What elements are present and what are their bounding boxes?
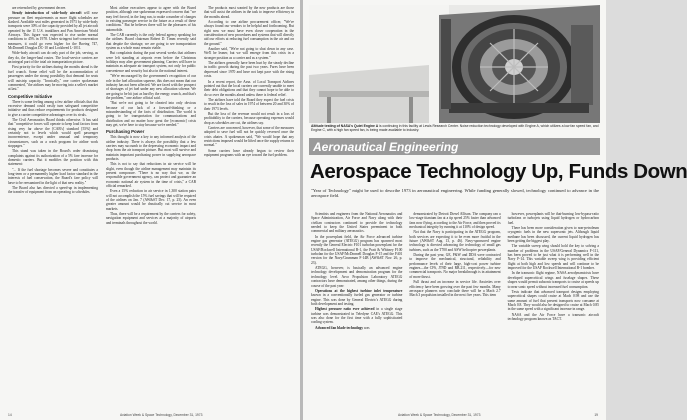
paragraph-text: The products most wanted by the new products are those that will assist the airlines in the task to improve efficiency in the months ahead. <box>204 6 294 19</box>
paragraph <box>8 118 98 148</box>
paragraph <box>8 65 98 91</box>
paragraph <box>8 186 98 195</box>
paragraph <box>508 226 599 243</box>
paragraph-text: This stand was taken in the Board's order dismissing complaints against its authorization of a 5% fare increase for domestic carriers. But it modifies the position with this statement: <box>8 149 98 167</box>
paragraph-text: however, powerplants will be that-burning low-bypass-ratio turbofans or turbojets using liquid hydrogen or hydrocarbon fuel. <box>507 212 599 225</box>
right-column-2 <box>409 212 500 410</box>
paragraph <box>204 126 294 148</box>
paragraph <box>311 235 402 265</box>
paragraph-text: Not that the Navy is participating in the ATEGG program, both services are expecting it to be even more fruitful in the future (AW&ST Aug. 13, p. 46). Navy-sponsored engine technology is directed advancing the technology of small gas turbines, such as the T700 and ASW helicopter powerplants. <box>409 230 501 252</box>
paragraph <box>311 212 402 234</box>
paragraph <box>311 326 402 330</box>
paragraph-text: There is some feeling among a few airline officials that this excessive demand could easily turn safeguard competitive initiative and thus reduce requirements for products designed to give a carrier competitive advantages over its rivals. <box>8 99 98 117</box>
photo-caption-lead: Altitude testing of NASA's Quiet Engine A <box>311 124 379 128</box>
paragraph <box>311 266 402 288</box>
paragraph-text: The Board also has directed a speed-up in implementing the transfer of equipment from an operating to schedules. <box>8 186 98 195</box>
article-headline: Aerospace Technology Up, Funds Down <box>310 160 687 183</box>
paragraph <box>204 6 294 19</box>
paragraph-text: Carriers are concerned, however, that some of the measures adopted to save fuel will not be quickly reversed once the crisis abates. A spokesman said, "We would hope that any restrictions imposed would be lifted once the supply returns to normal." <box>204 125 294 148</box>
paragraph <box>311 307 402 324</box>
subhead: Competitive Initiative <box>8 93 53 99</box>
section-title: Aeronautical Engineering <box>313 139 459 154</box>
paragraph <box>106 6 196 32</box>
paragraph <box>204 80 294 97</box>
paragraph <box>409 230 500 252</box>
article-lede: "Year of Technology" might be used to describe 1973 in aeronautical engineering. While funding generally slowed, technology continued to advance in the aerospace field. <box>311 188 599 199</box>
paragraph <box>8 11 98 50</box>
paragraph-lead: Steady introduction of wide-body aircraft <box>12 11 82 16</box>
right-column-1 <box>311 212 402 410</box>
paragraph-text: Some carriers have already begun to review their equipment programs with an eye toward the fuel problem. <box>204 148 294 157</box>
section-banner <box>309 138 600 155</box>
paragraph-text: Another said, "We're not going to shut down in any case. We'll be leaner, but we will emerge from this crisis in a stronger position as a carrier and as a system." <box>204 47 294 60</box>
paragraph-text: The airlines have told the Board they expect the fuel crisis to result in the loss of sales in 1974 of between 20 and 30% of their 1973 levels. <box>204 97 294 111</box>
paragraph <box>508 244 599 270</box>
paragraph <box>106 101 196 127</box>
page-number-left: 14 <box>8 413 12 417</box>
paragraph-text: ATEGG, however, is basically an advanced engine technology development and demonstration program for the technology level. Avco Propulsion Laboratory ATEGG contractors have demonstrated, among other things, during the course of the past year: <box>311 266 403 288</box>
paragraph <box>106 135 196 161</box>
left-page <box>0 0 300 420</box>
paragraph-text: There has been more consideration given to non-petroleum cryogenic fuels in the new supersonic jets. Although liquid methane has been discussed, the current liquid hydrogen has been getting the biggest play. <box>507 226 599 244</box>
paragraph-text: The CAB currently is the only federal agency speaking for the airlines. Board chairman Robert D. Timm recently said that despite the shortage, we are going to see transportation system as a whole must remain viable. <box>106 33 196 51</box>
paragraph <box>106 162 196 188</box>
paragraph-lead: Advanced fan blade technology <box>315 325 364 330</box>
paragraph <box>204 112 294 125</box>
paragraph-text: During the past year, GE, P&W and DDA were contracted to improve the mechanical, structural, reliability and performance levels of their large, high-cost power turbine engines—the CF6, JT9D and RB.211, respectively—for new commercial transports. No major breakthrough is in attainment of more thrust. <box>409 253 501 279</box>
paragraph-text: "... If the fuel shortage becomes severe and constitutes a long-term or a permanently higher load factor standard in the interests of fuel conservation, the Board's fare policy will have to be reexamined in the light of that new reality." <box>8 167 98 185</box>
paragraph-text: Wide-body aircraft can do only part of the job, serving, as they do, the longer-haul routes. The local-service carriers are an integral part of the total air transportation picture. <box>8 51 98 65</box>
paragraph-text: This is not to say that reductions in air service will be slight, even though the airline management may maintain its present composure. "There is no way that we, as the responsible government agency, can protect and guarantee an economic national air system in the time of crisis," a CAB official remarked. <box>106 162 196 189</box>
paragraph-text: will ease pressure on fleet requirements as more flight schedules are slashed. Available seat miles generated in 1973 by wide-body transports were 30% of the capacity provided by all jet aircraft operated by the 11 U.S. trunklines and Pan American World Airways. This figure was expected to rise under normal conditions to 45% in 1978. Under stringent fuel-conservation measures, it could go even higher for the Boeing 747, McDonnell Douglas DC-10 and Lockheed L-1011. <box>8 11 99 51</box>
paragraph-lead: Operations at the highest turbine inlet temperature <box>315 288 403 293</box>
paragraph <box>106 51 196 73</box>
right-columns <box>311 212 599 410</box>
paragraph <box>508 290 599 312</box>
paragraph <box>204 98 294 111</box>
paragraph-text: Thus, there will be a requirement by the carriers for safety, navigation equipment and services at a majority of airports and terminals throughout the world. <box>106 212 196 225</box>
left-column-1 <box>8 6 98 400</box>
photo-caption <box>311 124 599 132</box>
right-column-3 <box>508 212 599 410</box>
paragraph-text: First priority for the airlines during the months ahead is the fuel crunch. Some relief will be the accommodation of passengers under the strong possibility that demand for seats will outstrip capacity. "Ironically," one carrier spokesman commented, "the airlines may be moving into a seller's market at last." <box>8 65 98 92</box>
paragraph <box>106 33 196 50</box>
paragraph <box>8 51 98 64</box>
paragraph-text: demonstrated by Detroit Diesel Allison. The company ran a low-stage titanium fan at a tip speed 25% faster than advanced fans now flying, according to the Air Force, and then proved its mechanical integrity by running it at 110% of design speed. <box>409 212 501 230</box>
photo-caption-text: is continuing in this facility at Lewis Research Center. Noise reduction technology developed with Engine A, which utilizes a low fan speed fan, and Engine C, with a high fan speed fan, is being made available to industry. <box>311 124 599 133</box>
paragraph-text: But the loss of the revenue would not result in a loss of profitability to the carriers, because operating expenses would drop as schedules are cut, the airlines say. <box>204 111 294 125</box>
paragraph <box>8 6 98 10</box>
paragraph-text: Most airline executives appear to agree with the Board position, although one spokesman expressed concern that "we may feel forced, in the long run, to make a number of changes to existing passenger service in the future as a result of these conditions." But he believes there will be the pleasures of his automobile. <box>106 6 196 32</box>
paragraph-text: According to one airline procurement officer, "We've always found our vendors to be helpful and forthcoming. But right now we must have even closer cooperation in the consideration of new procedures and systems that will directly aid our efforts at reducing fuel consumption in the air and on the ground." <box>204 20 294 46</box>
paragraph-text: NASA and the Air Force have a transonic aircraft technology program known as TACT. <box>507 312 599 321</box>
paragraph <box>106 189 196 211</box>
paragraph-text: Even a 15% reduction in air service in 1,300 station pairs will not accomplish the 15% fuel savings that will be required of the airlines on Jan. 7 (AW&ST Dec. 17, p. 25). An even greater amount would be drastically cut service in most markets. <box>106 189 196 211</box>
paragraph-text: "We're encouraged by the government's recognition of our role in the fuel allocation squeeze, this does not mean that our industry has not been affected. We are faced with the prospect of shortages of jet fuel under any new allocation scheme. We are going to be hit just as hard by the energy crunch, and that's the problem," one airline official said. <box>106 74 196 100</box>
paragraph <box>508 212 599 225</box>
paragraph-text: In a recent report, the Assn. of Local Transport Airlines pointed out that the local carriers are currently unable to meet their debt obligations and that they cannot hope to be able to do so over the months ahead unless there is federal relief. <box>204 79 294 97</box>
engine-test-photo <box>309 5 600 123</box>
paragraph-text: "But we're not going to be cheated into only obvious because of our lack of a forward-thinking or a misunderstanding of the facts of distribution. The world is going to be transportation for communications and distribution and no matter how great the [economic] crisis may get, we're here to stay because we're needed." <box>106 101 196 127</box>
paragraph-text: This thought is now a key to any informed analysis of the airline industry. There is always the possibility that a few carriers may succumb to the depressing economic impact and drop from the air transport picture. But most will survive and maintain important purchasing power in supplying aerospace products. <box>106 135 196 161</box>
left-columns <box>8 6 294 400</box>
paragraph <box>409 212 500 229</box>
left-column-3 <box>204 6 294 400</box>
paragraph-lead: Highest pressure ratio ever achieved <box>315 307 375 312</box>
paragraph <box>8 168 98 185</box>
paragraph <box>204 61 294 78</box>
page-number-right: 19 <box>594 413 598 417</box>
paragraph-text: In the powerplant field, the Air Force advanced turbine engine gas generator (ATEGG) program has spawned most recently the General Electric F101 turbofan powerplant for the USAF/Rockwell International B-1, the Pratt & Whitney F100 turbofan for the USAF/McDonnell Douglas F-15 and the F401 version for the Navy/Grumman F-14B (AW&ST Nov. 26, p. 23). <box>311 234 403 265</box>
paragraph <box>409 253 500 279</box>
paragraph <box>8 149 98 166</box>
paragraph <box>106 212 196 225</box>
paragraph-text: In the transonic flight regime, NASA aerodynamicists have developed supercritical wings and fuselage shapes. These shapes would permit subsonic transports to cruise at speeds up to near sonic speed without increased fuel consumption. <box>507 271 599 289</box>
paragraph-text: Scientists and engineers from the National Aeronautics and Space Administration, Air Force and Navy along with their civilian contractors continued to provide the technology needed to keep the United States preeminent in both commercial and military aeronautics. <box>311 212 403 234</box>
paragraph-text: Full thrust and an increase in service life. Anxieties over efficiency have been growing over the past few months. Many aerospace planners now conclude there will be a Mach 2.7 Mach 3 propulsion installed in the next five years. This item <box>409 280 501 298</box>
paragraph <box>508 271 599 288</box>
paragraph <box>204 149 294 158</box>
folio-right: Aviation Week & Space Technology, December 31, 1973 <box>398 413 481 417</box>
paragraph <box>204 20 294 46</box>
paragraph-text: are retrenched by government decree. <box>12 6 67 10</box>
paragraph <box>508 313 599 322</box>
paragraph-text: The variable sweep wing should hold the key to solving a number of problems in the USAF/General Dynamics F-111, has been proved to be just what it is performing well in the Navy F-14. This variable sweep wing is providing efficient flight at both high and low speeds and will continue to be improved for the USAF Rockwell International B-1 bomber. <box>507 244 599 271</box>
engine-test-illustration <box>309 5 600 123</box>
paragraph-text: known in a conventionally fueled gas generator or turbine engine. This was done by General Electric's ATEGG during both development and testing. <box>311 293 403 306</box>
paragraph-text: The airlines generally have been hurt by the steady decline in traffic growth during the past two years. Fares have been depressed since 1970 and have not kept pace with the rising costs. <box>204 61 294 79</box>
paragraph-text: in a single stage turbine was demonstrated in Teledyne CAE's ATEGG. This was also done for the first time with a fully sophisticated cooling system. <box>311 307 403 325</box>
right-page <box>303 0 687 420</box>
paragraph-text: was <box>363 325 370 330</box>
left-column-2 <box>106 6 196 400</box>
subhead: Purchasing Power <box>106 129 145 135</box>
paragraph <box>311 289 402 306</box>
paragraph <box>106 74 196 100</box>
paragraph-text: But complaints during the past several weeks that airliners were left standing at airports even before the Christmas holidays may alter government planning. Carriers will have to maintain as adequate air transport system, not only for public convenience and security but also in the national interest. <box>106 51 196 73</box>
paragraph <box>204 47 294 60</box>
folio-left: Aviation Week & Space Technology, December 31, 1973 <box>120 413 203 417</box>
paragraph <box>409 280 500 297</box>
paragraph <box>8 100 98 117</box>
paragraph-text: The Civil Aeronautics Board thinks otherwise. It has said that "competitive forces will operate to keep load factors from rising very far above the [CAB's] standard [55%] and certainly not to levels which would spell passenger inconvenience, except under unusual and temporary circumstances, such as a crash program for airline work stoppages." <box>8 117 98 148</box>
paragraph-text: Tests indicate that advanced transport designs employing supercritical shapes could cruise at Mach 0.98 and use the same amount of fuel that present transports now consume at Mach 0.8. They would also be designed to cruise at Mach 0.85 in the same speed with a significant increase in range. <box>507 289 599 312</box>
